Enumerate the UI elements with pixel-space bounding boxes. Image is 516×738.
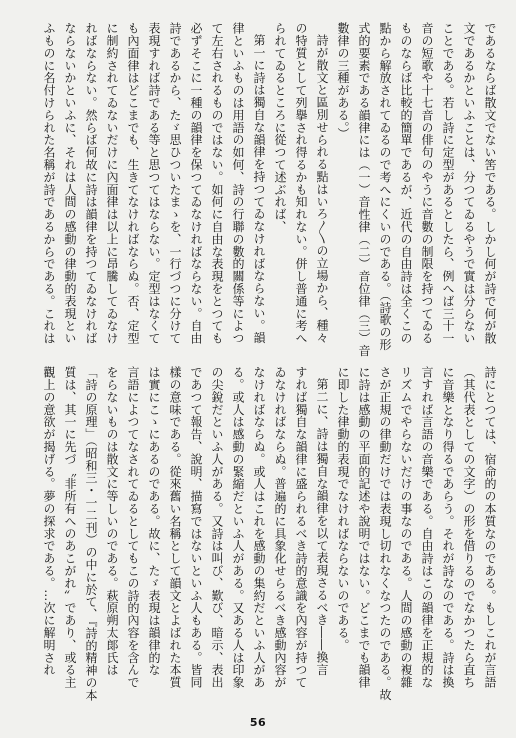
text-column: 質は、其一に先づ〝非所有へのあこがれ〟であり、或る主 (63, 366, 77, 689)
text-column: る。或人は感動の緊縮だといふ人がある。又ある人は印象 (231, 366, 245, 689)
text-column: も內面律はどこまでも、生きてなければならぬ。否、定型 (126, 22, 140, 345)
text-column: であつて報告、說明、描寫ではないといふ人もある。皆同 (189, 366, 203, 689)
page-number: 56 (249, 716, 267, 729)
text-column: ことである。若し詩に定型があるとしたら、例へば三十一 (441, 22, 455, 345)
text-column: 數律の三種がある。） (336, 22, 350, 140)
text-column: 言すれば言語の音樂である。自由詩はこの韻律を正規的な (420, 366, 434, 689)
text-column: をらないものは散文に等しいのである。萩原朔太郞氏は (105, 366, 119, 676)
paragraph-start-column: 詩が散文と區別せられる點はいろ〳〵の立場から、種々 (315, 34, 329, 344)
text-column: 詩にとつては、宿命的の本質なのである。もしこれが言語 (483, 366, 497, 689)
text-column: 點から解放されてゐるので考へにくいのである。（詩歌の形 (378, 22, 392, 351)
text-column: 言語によつてなされてゐるとしてもこの詩的內容を含んで (126, 366, 140, 689)
text-column: に制約されてゐないだけに內面律は以上に昂騰してゐなけ (105, 22, 119, 345)
text-column: 詩であるから、たゞ思ひついたまゝを、一行づつに分けて (168, 22, 182, 345)
text-column: なければならぬ。或人はこれを感動の集約だといふ人があ (252, 366, 266, 689)
lower-text-block (38, 366, 500, 712)
text-column: 音の短歌や十七音の俳句のやうに音數の制限を持つてゐる (420, 22, 434, 345)
text-column: られてゐるところに從つて述ぶれば、 (273, 22, 287, 233)
text-column: 觀上の意欲が揭げる。夢の探求である。…次に解明され (42, 366, 56, 676)
text-column: の尖銳だといふ人がある。又詩は叫び、歎び、暗示、表出 (210, 366, 224, 689)
paragraph-start-column: 第二に、詩は獨自な韻律を以て表現さるべき――換言 (315, 378, 329, 676)
text-column: は實にこゝにあるのである。故に、たゞ表現は韻律的な (147, 366, 161, 676)
text-column: 樣の意味である。從來舊い名稱として韻文とよばれた本質 (168, 366, 182, 689)
upper-text-block (38, 22, 500, 362)
text-column: 「詩の原理」（昭和三・一二刊）の中に於て、『詩的精神の本 (84, 366, 98, 702)
text-column: ふものに名付けられた名稱が詩であるからである。これは (42, 22, 56, 345)
text-column: （其代表としての文字）の形を借りるのでなかつたら直ち (462, 366, 476, 689)
text-column: 表現すれば詩である等と思つてはならない。定型はなくて (147, 22, 161, 345)
text-column: の特質として列擧され得るかも知れない。併し普通に考へ (294, 22, 308, 345)
text-column: であるならば散文でない筈である。しかし何が詩で何が散 (483, 22, 497, 345)
text-column: に詩は感動の平面的記述や說明ではない。どこまでも韻律 (357, 366, 371, 689)
text-column: さが正規の律動だけでは表現し切れなくなつたのである。故 (378, 366, 392, 701)
text-column: すれば獨自な韻律に盛られるべき詩的意識を內容が持つて (294, 366, 308, 689)
text-column: リズムでやらないだけの事なのである。人間の感動の複雜 (399, 366, 413, 689)
text-column: ならないかといふに、それは人間の感動の律動的表現とい (63, 22, 77, 345)
text-column: 必ずそこに一種の韻律を保つてゐなければならない。自由 (189, 22, 203, 345)
text-column: て左右されるものではない。如何に自由な表現をとつても (210, 22, 224, 345)
paragraph-start-column: 第一に詩は獨自な韻律を持つてゐなければならない。韻 (252, 34, 266, 345)
text-column: ものならば比較的簡單であるが、近代の自由詩は全くこの (399, 22, 413, 345)
text-column: 文であるかといふことは、分つてゐるやうで實は分らない (462, 22, 476, 345)
text-column: 式的要素である韻律には（一）音性律（二）音位律（三）音 (357, 22, 371, 357)
text-column: に音樂となり得るであらう。それが詩なのである。詩は換 (441, 366, 455, 689)
text-column: ればならない。然らば何故に詩は韻律を持つてゐなければ (84, 22, 98, 345)
text-column: ゐなければならぬ。普遍的に具象化せらるべき感動內容が (273, 366, 287, 689)
text-column: に即した律動的表現でなければならないのである。 (336, 366, 350, 652)
text-column: 律といふものは用語の如何、詩の行聯の數的關係等によつ (231, 22, 245, 345)
